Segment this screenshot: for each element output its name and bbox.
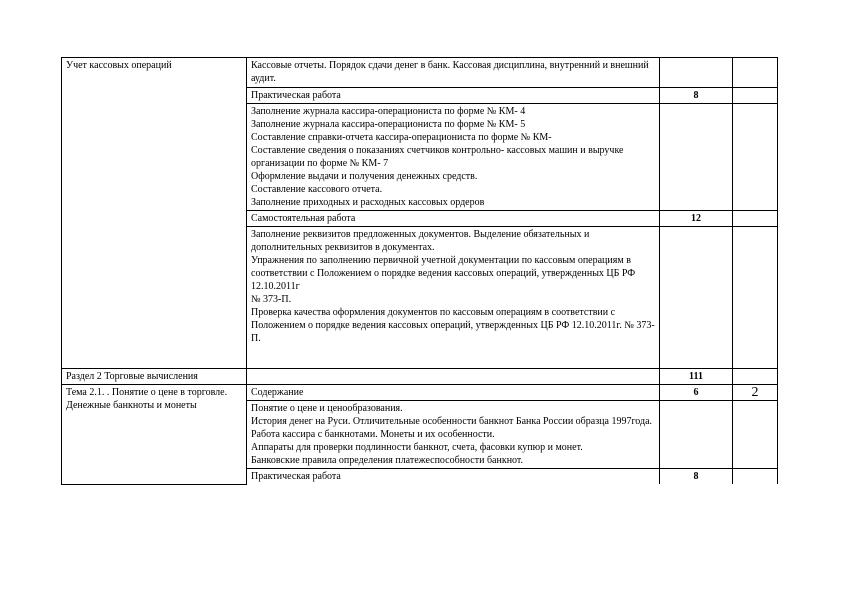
hours-cell: 8 (660, 88, 733, 104)
list-item: Заполнение журнала кассира-операциониста по форме № КМ- 4 (251, 106, 526, 117)
level-cell (733, 369, 778, 385)
content-cell (247, 401, 660, 469)
independent-work-label: Самостоятельная работа (247, 211, 660, 227)
list-item: Заполнение журнала кассира-операциониста по форме № КМ- 5 (251, 119, 526, 130)
level-cell (733, 469, 778, 485)
level-cell (733, 227, 778, 369)
list-item: № 373-П. (251, 294, 292, 305)
table-row (62, 58, 778, 88)
level-cell (733, 58, 778, 88)
hours-cell: 8 (660, 469, 733, 485)
level-cell (733, 401, 778, 469)
content-label: Содержание (247, 385, 660, 401)
content-cell (247, 227, 660, 369)
list-item: История денег на Руси. Отличительные особенности банкнот Банка России образца 1997года. Работа кассира с банкнотами. Монеты и их особенности. (251, 416, 653, 440)
list-item: Банковские правила определения платежеспособности банкнот. (251, 455, 524, 466)
practical-work-label: Практическая работа (247, 469, 660, 485)
content-cell (247, 369, 660, 385)
list-item: Заполнение реквизитов предложенных документов. Выделение обязательных и дополнительных реквизитов в документах. (251, 229, 590, 253)
section-title: Раздел 2 Торговые вычисления (62, 369, 247, 385)
list-item: Проверка качества оформления документов по кассовым операциям в соответствии с Положением о порядке ведения кассовых операций, утвержденных ЦБ РФ 12.10.2011г. № 373-П. (251, 307, 655, 344)
topic-cell: Учет кассовых операций (62, 58, 247, 369)
content-cell: Кассовые отчеты. Порядок сдачи денег в банк. Кассовая дисциплина, внутренний и внешний аудит. (247, 58, 660, 88)
list-item: Заполнение приходных и расходных кассовых ордеров (251, 197, 485, 208)
level-cell (733, 104, 778, 211)
hours-cell (660, 227, 733, 369)
table-row (62, 369, 778, 385)
list-item: Оформление выдачи и получения денежных средств. (251, 171, 478, 182)
curriculum-table (61, 57, 778, 485)
list-item: Упражнения по заполнению первичной учетной документации по кассовым операциям в соответствии с Положением о порядке ведения кассовых операций, утвержденных ЦБ РФ 12.10.2011г (251, 255, 636, 292)
hours-cell: 12 (660, 211, 733, 227)
list-item: Составление кассового отчета. (251, 184, 383, 195)
hours-cell: 111 (660, 369, 733, 385)
list-item: Понятие о цене и ценообразования. (251, 403, 403, 414)
hours-cell (660, 58, 733, 88)
topic-cell: Тема 2.1. . Понятие о цене в торговле. Денежные банкноты и монеты (62, 385, 247, 485)
level-cell: 2 (733, 385, 778, 401)
hours-cell: 6 (660, 385, 733, 401)
practical-work-label: Практическая работа (247, 88, 660, 104)
content-cell (247, 104, 660, 211)
level-cell (733, 211, 778, 227)
level-cell (733, 88, 778, 104)
list-item: Аппараты для проверки подлинности банкнот, счета, фасовки купюр и монет. (251, 442, 583, 453)
table-row (62, 385, 778, 401)
hours-cell (660, 104, 733, 211)
hours-cell (660, 401, 733, 469)
list-item: Составление сведения о показаниях счетчиков контрольно- кассовых машин и выручке организации по форме № КМ- 7 (251, 145, 624, 169)
list-item: Составление справки-отчета кассира-операциониста по форме № КМ- (251, 132, 552, 143)
